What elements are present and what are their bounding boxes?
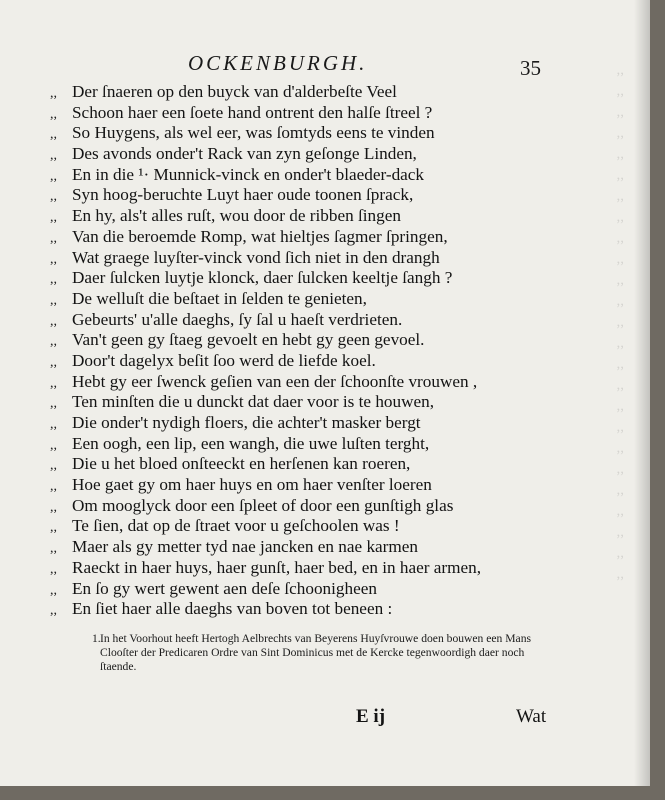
quotation-marker: ,, [50, 396, 57, 412]
verse-line [50, 579, 481, 600]
quotation-marker: ,, [50, 603, 57, 619]
verse-line [50, 496, 481, 517]
quotation-marker: ,, [50, 520, 57, 536]
verse-text: Van't geen gy ſtaeg gevoelt en hebt gy geen gevoel. [72, 330, 425, 350]
verse-text: Een oogh, een lip, een wangh, die uwe luſten terght, [72, 433, 430, 453]
quotation-marker: ,, [50, 272, 57, 288]
verse-line [50, 144, 481, 165]
verse-line [50, 351, 481, 372]
quotation-marker: ,, [50, 417, 57, 432]
quotation-marker: ,, [50, 230, 57, 246]
footnote-marker: 1. [92, 632, 101, 645]
verse-line [50, 82, 481, 103]
quotation-marker: ,, [50, 499, 57, 515]
verse-text: Wat graege luyſter-vinck vond ſich niet in den drangh [72, 247, 440, 267]
verse-text: Maer als gy metter tyd nae jancken en nae karmen [72, 537, 418, 557]
verse-text: Om mooglyck door een ſpleet of door een gunſtigh glas [72, 495, 454, 515]
verse-text: De welluſt die beſtaet in ſelden te genieten, [72, 288, 367, 308]
verse-text: Der ſnaeren op den buyck van d'alderbeſte Veel [72, 82, 397, 101]
verse-text: Ten minſten die u dunckt dat daer voor is te houwen, [72, 392, 435, 412]
quotation-marker: ,, [50, 106, 57, 122]
verse-text: En ſiet haer alle daeghs van boven tot beneen : [72, 599, 393, 619]
verse-line [50, 599, 481, 620]
verse-line [50, 434, 481, 455]
quotation-marker: ,, [50, 127, 57, 143]
verse-line [50, 330, 481, 351]
verse-line [50, 475, 481, 496]
verse-text: Raeckt in haer huys, haer gunſt, haer bed, en in haer armen, [72, 557, 481, 577]
verse-text: Daer ſulcken luytje klonck, daer ſulcken keeltje ſangh ? [72, 268, 453, 288]
verse-line [50, 454, 481, 475]
quotation-marker: ,, [50, 148, 57, 164]
verse-text: Die onder't nydigh floers, die achter't masker bergt [72, 413, 421, 432]
verse-text: En in die ¹· Munnick-vinck en onder't blaeder-dack [72, 164, 425, 184]
catchword: Wat [516, 706, 547, 727]
quotation-marker: ,, [50, 437, 57, 453]
quotation-marker: ,, [50, 292, 57, 308]
verse-text: Door't dagelyx beſit ſoo werd de liefde koel. [72, 350, 376, 370]
verse-text: Van die beroemde Romp, wat hieltjes ſagmer ſpringen, [72, 226, 448, 246]
verse-line [50, 123, 481, 144]
signature-mark: E ij [356, 706, 386, 727]
verse-line [50, 537, 481, 558]
quotation-marker: ,, [50, 375, 57, 391]
quotation-marker: ,, [50, 458, 57, 474]
verse-text: Die u het bloed onſteeckt en herſenen kan roeren, [72, 454, 411, 474]
footnote-text: In het Voorhout heeft Hertogh Aelbrechts van Beyerens Huyſvrouwe doen bouwen een Mans Clooſter der Predicaren Ordre van Sint Dominicus met de Kercke tegenwoordigh daer noch ſtaende. [100, 632, 532, 673]
verse-line [50, 558, 481, 579]
quotation-marker: ,, [50, 541, 57, 557]
verse-text: Gebeurts' u'alle daeghs, ſy ſal u haeſt verdrieten. [72, 309, 403, 329]
quotation-marker: ,, [50, 313, 57, 329]
show-through-text: ,, ,, ,, ,, ,, ,, ,, ,, ,, ,, ,, ,, ,, ,, ,, ,, ,, ,, ,, ,, ,, ,, ,, ,, ,, [616, 62, 624, 582]
verse-line [50, 103, 481, 124]
verse-line [50, 185, 481, 206]
quotation-marker: ,, [50, 354, 57, 370]
verse-line [50, 310, 481, 331]
quotation-marker: ,, [50, 582, 57, 598]
verse-text: En hy, als't alles ruſt, wou door de ribben ſingen [72, 206, 401, 226]
verse-line [50, 372, 481, 393]
verse-text: Syn hoog-beruchte Luyt haer oude toonen ſprack, [72, 185, 414, 205]
quotation-marker: ,, [50, 210, 57, 226]
verse-text: So Huygens, als wel eer, was ſomtyds eens te vinden [72, 123, 435, 143]
quotation-marker: ,, [50, 189, 57, 205]
verse-line [50, 248, 481, 269]
quotation-marker: ,, [50, 86, 57, 101]
poem-verses [50, 82, 481, 620]
running-title: OCKENBURGH. [188, 51, 368, 75]
verse-line [50, 268, 481, 289]
quotation-marker: ,, [50, 561, 57, 577]
verse-line [50, 206, 481, 227]
verse-line [50, 392, 481, 413]
verse-text: Schoon haer een ſoete hand ontrent den halſe ſtreel ? [72, 102, 433, 122]
verse-text: Hoe gaet gy om haer huys en om haer venſter loeren [72, 475, 432, 495]
verse-text: Te ſien, dat op de ſtraet voor u geſchoolen was ! [72, 516, 400, 536]
quotation-marker: ,, [50, 251, 57, 267]
verse-line [50, 413, 481, 434]
quotation-marker: ,, [50, 479, 57, 495]
quotation-marker: ,, [50, 168, 57, 184]
footnote [92, 632, 542, 674]
verse-text: En ſo gy wert gewent aen deſe ſchoonigheen [72, 578, 377, 598]
verse-line [50, 289, 481, 310]
quotation-marker: ,, [50, 334, 57, 350]
verse-line [50, 165, 481, 186]
verse-line [50, 227, 481, 248]
page-edge-shadow [634, 0, 650, 786]
verse-line [50, 516, 481, 537]
verse-text: Des avonds onder't Rack van zyn geſonge Linden, [72, 144, 417, 164]
page-number: 35 [520, 56, 541, 80]
verse-text: Hebt gy eer ſwenck geſien van een der ſchoonſte vrouwen , [72, 371, 478, 391]
